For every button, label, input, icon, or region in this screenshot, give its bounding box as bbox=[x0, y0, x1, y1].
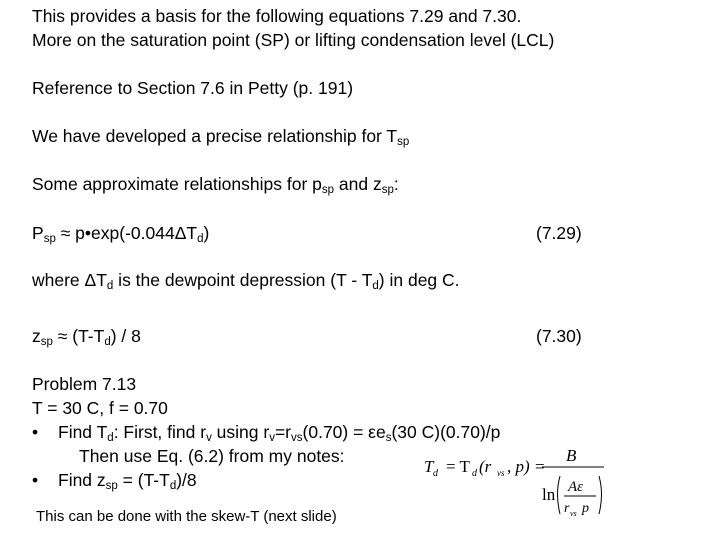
step1-b: : First, find r bbox=[113, 422, 207, 442]
intro-line-2: More on the saturation point (SP) or lifting condensation level (LCL) bbox=[32, 30, 555, 50]
formula-inner-den-r: r bbox=[564, 501, 570, 516]
where-a: where ΔT bbox=[32, 270, 107, 290]
step1-c: using r bbox=[211, 422, 270, 442]
intro-line-1: This provides a basis for the following equations 7.29 and 7.30. bbox=[32, 6, 522, 26]
dewpoint-formula-image bbox=[418, 444, 608, 524]
step1-sub-4: vs bbox=[291, 432, 303, 444]
step1-sub-5: s bbox=[385, 432, 392, 444]
where-sub-1: d bbox=[106, 280, 114, 292]
eq729-close: ) bbox=[203, 223, 210, 243]
eq730-body: ≈ (T-T bbox=[52, 326, 105, 346]
problem-step-1-continuation: Then use Eq. (6.2) from my notes: bbox=[79, 446, 345, 466]
where-line bbox=[32, 270, 460, 294]
eq729-sub-sp: sp bbox=[43, 233, 56, 245]
step2-sub-1: sp bbox=[105, 480, 118, 492]
eq730-close: ) / 8 bbox=[110, 326, 141, 346]
problem-step-2 bbox=[58, 470, 197, 494]
where-b: is the dewpoint depression (T - T bbox=[113, 270, 373, 290]
formula-eq1: = T bbox=[446, 457, 470, 476]
step2-b: = (T-T bbox=[117, 470, 170, 490]
formula-ln: ln bbox=[542, 485, 556, 504]
problem-step-1 bbox=[58, 422, 500, 446]
formula-inner-numerator: Aε bbox=[568, 479, 584, 495]
step2-c: )/8 bbox=[176, 470, 197, 490]
where-sub-2: d bbox=[372, 280, 379, 292]
eq729-body: ≈ p•exp(-0.044ΔT bbox=[55, 223, 198, 243]
formula-lhs-t: T bbox=[424, 457, 434, 476]
equation-number-7-30: (7.30) bbox=[536, 326, 582, 346]
tsp-text: We have developed a precise relationship for T bbox=[32, 126, 398, 146]
step1-d: =r bbox=[274, 422, 292, 442]
step1-sub-2: v bbox=[206, 432, 212, 444]
step1-sub-3: v bbox=[269, 432, 275, 444]
step2-a: Find z bbox=[58, 470, 106, 490]
formula-lhs-d: d bbox=[433, 468, 438, 479]
approx-text-a: Some approximate relationships for p bbox=[32, 174, 322, 194]
eq729-sub-d: d bbox=[197, 233, 204, 245]
problem-title: Problem 7.13 bbox=[32, 374, 137, 394]
approx-text-b: and z bbox=[334, 174, 382, 194]
eq730-sub-d: d bbox=[104, 336, 111, 348]
formula-inner-den-p: p bbox=[582, 501, 589, 516]
formula-args-b: , p) = bbox=[507, 457, 546, 476]
bullet-1: • bbox=[32, 422, 39, 442]
step2-sub-2: d bbox=[169, 480, 177, 492]
approx-text-c: : bbox=[393, 174, 399, 194]
formula-right-paren bbox=[599, 476, 602, 514]
formula-numerator-b: B bbox=[566, 446, 577, 465]
where-c: ) in deg C. bbox=[378, 270, 460, 290]
tsp-line bbox=[32, 126, 409, 150]
formula-args-a: (r bbox=[479, 457, 492, 476]
eq729-p: P bbox=[32, 223, 44, 243]
approx-sub-2: sp bbox=[381, 184, 394, 196]
eq730-z: z bbox=[32, 326, 41, 346]
formula-d2: d bbox=[472, 468, 477, 479]
eq730-sub-sp: sp bbox=[40, 336, 53, 348]
bullet-2: • bbox=[32, 470, 39, 490]
step1-e: (0.70) = εe bbox=[302, 422, 386, 442]
problem-given: T = 30 C, f = 0.70 bbox=[32, 398, 168, 418]
tsp-subscript: sp bbox=[397, 136, 410, 148]
step1-a: Find T bbox=[58, 422, 108, 442]
approx-sub-1: sp bbox=[321, 184, 335, 196]
reference-line: Reference to Section 7.6 in Petty (p. 191) bbox=[32, 78, 354, 98]
step1-f: (30 C)(0.70)/p bbox=[391, 422, 501, 442]
formula-args-vs: vs bbox=[497, 468, 505, 478]
formula-inner-den-vs: vs bbox=[570, 509, 577, 518]
footer-note: This can be done with the skew-T (next slide) bbox=[36, 508, 337, 525]
equation-7-30 bbox=[32, 326, 141, 350]
equation-7-29 bbox=[32, 223, 209, 247]
equation-number-7-29: (7.29) bbox=[536, 223, 582, 243]
approx-line bbox=[32, 174, 399, 198]
step1-sub-1: d bbox=[107, 432, 114, 444]
formula-left-paren bbox=[558, 476, 561, 514]
